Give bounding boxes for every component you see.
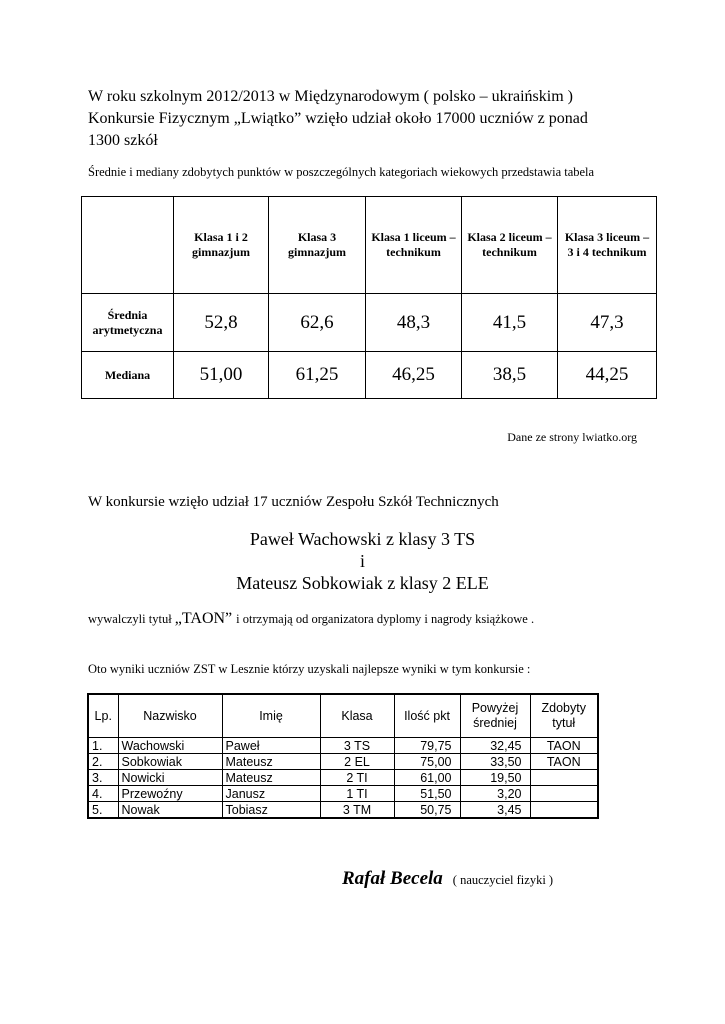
stats-value: 48,3 (366, 294, 462, 352)
table-row (88, 802, 598, 819)
winner-line: Mateusz Sobkowiak z klasy 2 ELE (236, 573, 489, 593)
result-title (530, 802, 598, 819)
result-lp: 3. (88, 770, 118, 786)
results-header-cell: Zdobyty tytuł (530, 694, 598, 738)
result-firstname: Mateusz (222, 770, 320, 786)
table-row (88, 738, 598, 754)
award-text-part: i otrzymają od organizatora dyplomy i nagrody książkowe . (236, 612, 535, 626)
results-header-cell: Powyżej średniej (460, 694, 530, 738)
stats-value: 47,3 (558, 294, 657, 352)
row-label: Mediana (82, 352, 174, 399)
intro-line: 1300 szkół (88, 132, 158, 149)
stats-header-row (82, 197, 657, 294)
result-surname: Nowak (118, 802, 222, 819)
result-points: 79,75 (394, 738, 460, 754)
stats-value: 44,25 (558, 352, 657, 399)
award-title: „TAON” (174, 610, 237, 627)
result-class: 3 TS (320, 738, 394, 754)
signature-name: Rafał Becela (342, 868, 443, 889)
result-points: 51,50 (394, 786, 460, 802)
winner-line: Paweł Wachowski z klasy 3 TS (249, 529, 476, 549)
result-lp: 4. (88, 786, 118, 802)
result-class: 3 TM (320, 802, 394, 819)
award-text (88, 610, 534, 628)
stats-value: 41,5 (462, 294, 558, 352)
intro-paragraph (88, 86, 648, 152)
table-row (88, 786, 598, 802)
stats-row-mean (82, 294, 657, 352)
result-firstname: Mateusz (222, 754, 320, 770)
table-caption: Średnie i mediany zdobytych punktów w poszczególnych kategoriach wiekowych przedstawia tabela (88, 165, 595, 179)
stats-value: 38,5 (462, 352, 558, 399)
result-surname: Sobkowiak (118, 754, 222, 770)
result-points: 61,00 (394, 770, 460, 786)
stats-value: 46,25 (366, 352, 462, 399)
stats-header-cell: Klasa 1 i 2 gimnazjum (174, 197, 269, 294)
stats-header-cell (82, 197, 174, 294)
result-lp: 1. (88, 738, 118, 754)
result-points: 50,75 (394, 802, 460, 819)
result-firstname: Paweł (222, 738, 320, 754)
result-title (530, 770, 598, 786)
result-title (530, 786, 598, 802)
stats-value: 61,25 (269, 352, 366, 399)
result-surname: Nowicki (118, 770, 222, 786)
stats-header-cell: Klasa 1 liceum – technikum (366, 197, 462, 294)
result-above-average: 3,45 (460, 802, 530, 819)
result-class: 2 TI (320, 770, 394, 786)
winners-block (0, 528, 725, 594)
stats-header-cell: Klasa 3 gimnazjum (269, 197, 366, 294)
results-header-cell: Nazwisko (118, 694, 222, 738)
results-header-cell: Klasa (320, 694, 394, 738)
result-title: TAON (530, 754, 598, 770)
result-surname: Wachowski (118, 738, 222, 754)
winner-line: i (359, 551, 365, 571)
stats-header-cell: Klasa 3 liceum – 3 i 4 technikum (558, 197, 657, 294)
result-lp: 2. (88, 754, 118, 770)
intro-line: W roku szkolnym 2012/2013 w Międzynarodowym ( polsko – ukraińskim ) (88, 88, 573, 105)
result-above-average: 33,50 (460, 754, 530, 770)
stats-header-cell: Klasa 2 liceum – technikum (462, 197, 558, 294)
data-source-note: Dane ze strony lwiatko.org (507, 430, 637, 444)
intro-line: Konkursie Fizycznym „Lwiątko” wzięło udział około 17000 uczniów z ponad (88, 110, 588, 127)
stats-table (81, 196, 657, 399)
stats-value: 62,6 (269, 294, 366, 352)
results-header-cell: Ilość pkt (394, 694, 460, 738)
stats-row-median (82, 352, 657, 399)
table-row (88, 770, 598, 786)
results-header-cell: Imię (222, 694, 320, 738)
results-table (87, 693, 599, 819)
stats-value: 52,8 (174, 294, 269, 352)
results-caption: Oto wyniki uczniów ZST w Lesznie którzy uzyskali najlepsze wyniki w tym konkursie : (88, 662, 531, 676)
result-lp: 5. (88, 802, 118, 819)
result-firstname: Janusz (222, 786, 320, 802)
result-above-average: 19,50 (460, 770, 530, 786)
result-surname: Przewoźny (118, 786, 222, 802)
participants-text: W konkursie wzięło udział 17 uczniów Zespołu Szkół Technicznych (88, 494, 499, 510)
stats-value: 51,00 (174, 352, 269, 399)
signature-role: ( nauczyciel fizyki ) (452, 873, 554, 887)
result-above-average: 3,20 (460, 786, 530, 802)
row-label: Średnia arytmetyczna (82, 294, 174, 352)
table-row (88, 754, 598, 770)
signature (342, 868, 553, 890)
result-class: 1 TI (320, 786, 394, 802)
result-points: 75,00 (394, 754, 460, 770)
result-class: 2 EL (320, 754, 394, 770)
result-above-average: 32,45 (460, 738, 530, 754)
results-header-cell: Lp. (88, 694, 118, 738)
result-title: TAON (530, 738, 598, 754)
results-header-row (88, 694, 598, 738)
award-text-part: wywalczyli tytuł (88, 612, 175, 626)
result-firstname: Tobiasz (222, 802, 320, 819)
